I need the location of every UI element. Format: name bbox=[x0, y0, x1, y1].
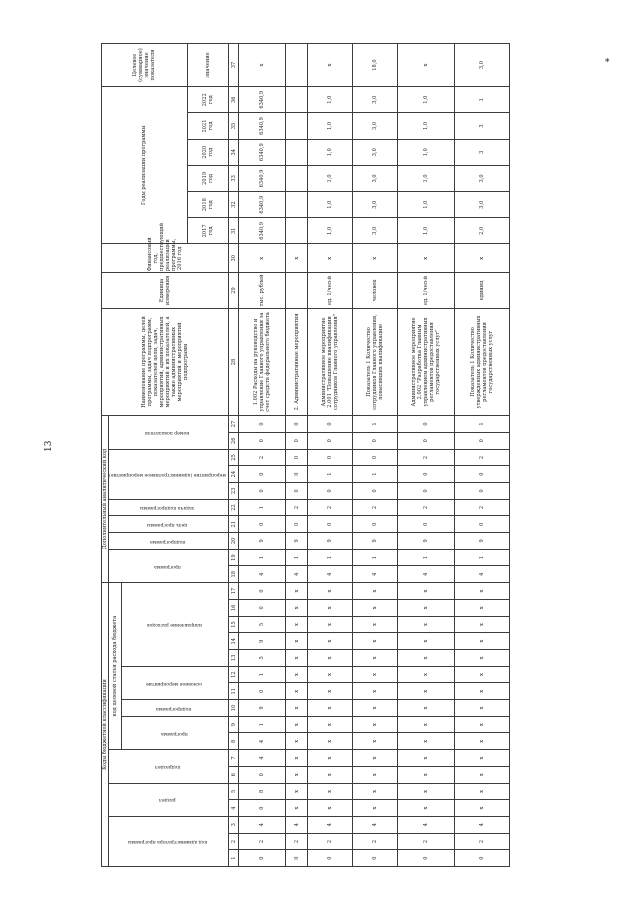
header-unit: Единица измерения bbox=[102, 273, 229, 309]
column-number: 27 bbox=[229, 416, 239, 433]
code-cell: 9 bbox=[353, 533, 398, 550]
code-cell: x bbox=[308, 600, 353, 617]
column-number: 19 bbox=[229, 549, 239, 566]
target-value-cell: x bbox=[308, 44, 353, 87]
code-cell: 1 bbox=[239, 549, 286, 566]
year-value-cell: 6340,9 bbox=[239, 165, 286, 191]
code-cell: 4 bbox=[239, 816, 286, 833]
code-cell: 4 bbox=[397, 566, 454, 583]
year-value-cell: 3,0 bbox=[454, 165, 509, 191]
code-cell: 2 bbox=[285, 833, 307, 850]
column-number: 4 bbox=[229, 800, 239, 817]
code-cell: x bbox=[397, 700, 454, 717]
code-cell: x bbox=[308, 716, 353, 733]
year-value-cell: 1,0 bbox=[397, 87, 454, 113]
code-cell: 0 bbox=[285, 416, 307, 433]
column-number: 8 bbox=[229, 733, 239, 750]
code-cell: 0 bbox=[285, 466, 307, 483]
year-value-cell: 3 bbox=[454, 113, 509, 139]
column-number: 14 bbox=[229, 633, 239, 650]
code-cell: x bbox=[454, 700, 509, 717]
code-cell: 0 bbox=[285, 516, 307, 533]
year-value-cell: 1,0 bbox=[308, 192, 353, 218]
code-cell: 0 bbox=[239, 800, 286, 817]
code-cell: 1 bbox=[353, 416, 398, 433]
code-cell: x bbox=[308, 750, 353, 767]
code-cell: x bbox=[454, 583, 509, 600]
code-cell: x bbox=[454, 600, 509, 617]
table-wrapper bbox=[101, 43, 494, 867]
header-dop-indicator: номер показателя bbox=[109, 416, 229, 449]
table-row bbox=[308, 44, 353, 867]
column-number: 11 bbox=[229, 683, 239, 700]
table-row bbox=[397, 44, 454, 867]
code-cell: 4 bbox=[308, 816, 353, 833]
column-number: 22 bbox=[229, 499, 239, 516]
year-value-cell: 3,0 bbox=[454, 192, 509, 218]
year-value-cell: 1,0 bbox=[308, 87, 353, 113]
header-section: раздел bbox=[109, 783, 229, 816]
code-cell: 0 bbox=[353, 850, 398, 867]
header-direction: направление расходов bbox=[121, 583, 228, 667]
code-cell: x bbox=[454, 633, 509, 650]
row-name: Административное мероприятие 2.002 "Разработка Главным управлением административных регламентов предоставления государственных услуг" bbox=[397, 308, 454, 415]
page-number: 13 bbox=[44, 440, 54, 452]
code-cell: 0 bbox=[239, 600, 286, 617]
column-number: 21 bbox=[229, 516, 239, 533]
table-row bbox=[285, 44, 307, 867]
column-number: 12 bbox=[229, 666, 239, 683]
code-cell: x bbox=[353, 633, 398, 650]
code-cell: x bbox=[353, 583, 398, 600]
code-cell: 2 bbox=[239, 449, 286, 466]
code-cell: x bbox=[353, 650, 398, 667]
fin-year-cell: x bbox=[285, 244, 307, 273]
target-value-cell: x bbox=[239, 44, 286, 87]
year-value-cell bbox=[285, 165, 307, 191]
code-cell: x bbox=[454, 766, 509, 783]
code-cell: 0 bbox=[353, 432, 398, 449]
code-cell: 0 bbox=[285, 482, 307, 499]
column-number: 18 bbox=[229, 566, 239, 583]
unit-cell: единиц bbox=[454, 273, 509, 309]
table-row bbox=[454, 44, 509, 867]
target-value-cell: x bbox=[397, 44, 454, 87]
code-cell: 2 bbox=[397, 499, 454, 516]
code-cell: x bbox=[397, 650, 454, 667]
code-cell: x bbox=[308, 616, 353, 633]
year-value-cell bbox=[285, 192, 307, 218]
code-cell: 0 bbox=[353, 516, 398, 533]
header-fin-year: Финансовый год, предшествующий реализации программы, 2016 год bbox=[102, 244, 229, 273]
code-cell: 4 bbox=[239, 733, 286, 750]
column-number: 35 bbox=[229, 113, 239, 139]
code-cell: 4 bbox=[239, 750, 286, 767]
code-cell: 1 bbox=[454, 416, 509, 433]
code-cell: x bbox=[397, 600, 454, 617]
code-cell: x bbox=[454, 733, 509, 750]
code-cell: 0 bbox=[239, 416, 286, 433]
code-cell: x bbox=[454, 616, 509, 633]
code-cell: x bbox=[308, 700, 353, 717]
code-cell: x bbox=[353, 750, 398, 767]
code-cell: 0 bbox=[308, 516, 353, 533]
code-cell: 0 bbox=[239, 466, 286, 483]
code-cell: x bbox=[353, 616, 398, 633]
column-number: 2 bbox=[229, 833, 239, 850]
header-year-2: 2018 год bbox=[187, 192, 229, 218]
unit-cell: тыс. рублей bbox=[239, 273, 286, 309]
code-cell: x bbox=[285, 616, 307, 633]
code-cell: 1 bbox=[353, 466, 398, 483]
year-value-cell: 1,0 bbox=[308, 139, 353, 165]
column-number: 23 bbox=[229, 482, 239, 499]
target-value-cell: 18,0 bbox=[353, 44, 398, 87]
year-value-cell: 3,0 bbox=[353, 87, 398, 113]
code-cell: 0 bbox=[454, 482, 509, 499]
code-cell: x bbox=[308, 733, 353, 750]
code-cell: 0 bbox=[353, 449, 398, 466]
header-subprogram: подпрограмма bbox=[121, 700, 228, 717]
code-cell: 4 bbox=[285, 816, 307, 833]
column-number: 24 bbox=[229, 466, 239, 483]
stray-mark: * bbox=[605, 58, 610, 68]
code-cell: x bbox=[397, 633, 454, 650]
header-analytic-code: Дополнительный аналитический код bbox=[102, 416, 109, 583]
code-cell: 0 bbox=[454, 432, 509, 449]
fin-year-cell: x bbox=[353, 244, 398, 273]
header-admin-code: код администратора программы bbox=[109, 816, 229, 866]
code-cell: x bbox=[308, 766, 353, 783]
unit-cell bbox=[285, 273, 307, 309]
code-cell: 0 bbox=[397, 850, 454, 867]
code-cell: x bbox=[285, 750, 307, 767]
column-number: 16 bbox=[229, 600, 239, 617]
code-cell: x bbox=[353, 783, 398, 800]
code-cell: 0 bbox=[397, 416, 454, 433]
year-value-cell: 1,0 bbox=[308, 218, 353, 244]
unit-cell: человек bbox=[353, 273, 398, 309]
code-cell: x bbox=[397, 716, 454, 733]
code-cell: 9 bbox=[285, 533, 307, 550]
code-cell: x bbox=[397, 616, 454, 633]
code-cell: x bbox=[454, 666, 509, 683]
fin-year-cell: x bbox=[454, 244, 509, 273]
code-cell: x bbox=[285, 600, 307, 617]
code-cell: 2 bbox=[308, 499, 353, 516]
row-name: 2. Административные мероприятия bbox=[285, 308, 307, 415]
code-cell: 0 bbox=[239, 482, 286, 499]
code-cell: 2 bbox=[397, 449, 454, 466]
year-value-cell: 3,0 bbox=[353, 165, 398, 191]
header-name: Наименование программы, целей программы, задач подпрограмм, показателей цели, задач, мероприятий, административных мероприятий и их показателей, а также административных мероприятий и мероприятий подпрограмм bbox=[102, 308, 229, 415]
row-name: 1.002 Расходы на руководство и управление Главного управления за счет средств федерального бюджета bbox=[239, 308, 286, 415]
code-cell: 1 bbox=[308, 549, 353, 566]
column-number: 10 bbox=[229, 700, 239, 717]
column-number: 3 bbox=[229, 816, 239, 833]
code-cell: 9 bbox=[239, 633, 286, 650]
code-cell: 0 bbox=[285, 850, 307, 867]
column-number: 1 bbox=[229, 850, 239, 867]
code-cell: 0 bbox=[308, 482, 353, 499]
header-year-6: 2022 год bbox=[187, 87, 229, 113]
code-cell: 2 bbox=[353, 499, 398, 516]
column-number: 9 bbox=[229, 716, 239, 733]
code-cell: 9 bbox=[454, 533, 509, 550]
code-cell: 4 bbox=[239, 566, 286, 583]
code-cell: x bbox=[353, 716, 398, 733]
year-value-cell: 3,0 bbox=[353, 192, 398, 218]
code-cell: 4 bbox=[353, 816, 398, 833]
column-number: 30 bbox=[229, 244, 239, 273]
code-cell: 8 bbox=[239, 783, 286, 800]
year-value-cell: 1,0 bbox=[397, 218, 454, 244]
year-value-cell bbox=[285, 87, 307, 113]
year-value-cell: 1,0 bbox=[397, 165, 454, 191]
column-number: 37 bbox=[229, 44, 239, 87]
code-cell: 2 bbox=[239, 833, 286, 850]
target-value-cell: 3,0 bbox=[454, 44, 509, 87]
header-subsection: подраздел bbox=[109, 750, 229, 783]
code-cell: 9 bbox=[239, 700, 286, 717]
header-program-years: Годы реализации программы bbox=[102, 87, 188, 244]
code-cell: 1 bbox=[239, 666, 286, 683]
code-cell: 0 bbox=[454, 516, 509, 533]
fin-year-cell: x bbox=[308, 244, 353, 273]
column-number: 7 bbox=[229, 750, 239, 767]
code-cell: 4 bbox=[454, 566, 509, 583]
code-cell: x bbox=[308, 583, 353, 600]
code-cell: x bbox=[308, 783, 353, 800]
code-cell: 0 bbox=[239, 516, 286, 533]
code-cell: 0 bbox=[308, 449, 353, 466]
code-cell: x bbox=[397, 733, 454, 750]
code-cell: 0 bbox=[239, 766, 286, 783]
code-cell: x bbox=[397, 800, 454, 817]
code-cell: 1 bbox=[285, 549, 307, 566]
year-value-cell: 1 bbox=[454, 87, 509, 113]
code-cell: 0 bbox=[353, 482, 398, 499]
column-number: 28 bbox=[229, 308, 239, 415]
year-value-cell: 6340,9 bbox=[239, 139, 286, 165]
header-year-3: 2019 год bbox=[187, 165, 229, 191]
code-cell: 5 bbox=[239, 616, 286, 633]
code-cell: x bbox=[454, 650, 509, 667]
code-cell: 0 bbox=[308, 432, 353, 449]
table-row bbox=[239, 44, 286, 867]
code-cell: 2 bbox=[454, 833, 509, 850]
code-cell: 4 bbox=[308, 566, 353, 583]
code-cell: x bbox=[285, 650, 307, 667]
year-value-cell: 6340,9 bbox=[239, 192, 286, 218]
target-value-cell bbox=[285, 44, 307, 87]
year-value-cell: 3,0 bbox=[353, 113, 398, 139]
code-cell: 9 bbox=[397, 533, 454, 550]
row-name: Административное мероприятие 2.001 "Повышение квалификации сотрудников Главного управления" bbox=[308, 308, 353, 415]
code-cell: x bbox=[454, 783, 509, 800]
header-expense-code: код целевой статьи расхода бюджета bbox=[109, 583, 122, 750]
year-value-cell bbox=[285, 218, 307, 244]
code-cell: 2 bbox=[454, 499, 509, 516]
column-number: 5 bbox=[229, 783, 239, 800]
code-cell: 1 bbox=[454, 549, 509, 566]
code-cell: x bbox=[285, 766, 307, 783]
code-cell: 2 bbox=[454, 449, 509, 466]
code-cell: 0 bbox=[239, 583, 286, 600]
code-cell: x bbox=[285, 783, 307, 800]
code-cell: 1 bbox=[239, 716, 286, 733]
code-cell: 1 bbox=[239, 499, 286, 516]
code-cell: x bbox=[285, 800, 307, 817]
column-number: 31 bbox=[229, 218, 239, 244]
code-cell: 0 bbox=[239, 683, 286, 700]
year-value-cell: 3,0 bbox=[353, 218, 398, 244]
table-row bbox=[353, 44, 398, 867]
column-number: 34 bbox=[229, 139, 239, 165]
code-cell: 2 bbox=[308, 833, 353, 850]
header-value: значение bbox=[187, 44, 229, 87]
year-value-cell bbox=[285, 113, 307, 139]
code-cell: x bbox=[285, 733, 307, 750]
code-cell: x bbox=[353, 800, 398, 817]
year-value-cell: 3 bbox=[454, 139, 509, 165]
code-cell: x bbox=[285, 666, 307, 683]
header-budget-class: Коды бюджетной классификации bbox=[102, 583, 109, 867]
column-number: 20 bbox=[229, 533, 239, 550]
code-cell: 1 bbox=[308, 466, 353, 483]
year-value-cell: 1,0 bbox=[397, 113, 454, 139]
code-cell: x bbox=[397, 683, 454, 700]
code-cell: x bbox=[353, 666, 398, 683]
column-number: 29 bbox=[229, 273, 239, 309]
header-row-1 bbox=[102, 44, 109, 867]
header-dop-program: программа bbox=[109, 549, 229, 582]
code-cell: 4 bbox=[285, 566, 307, 583]
code-cell: x bbox=[353, 766, 398, 783]
code-cell: x bbox=[285, 716, 307, 733]
code-cell: x bbox=[308, 800, 353, 817]
row-name: Показатель 1 Количество сотрудников Главного управления, повысивших квалификацию bbox=[353, 308, 398, 415]
column-number: 32 bbox=[229, 192, 239, 218]
code-cell: x bbox=[353, 683, 398, 700]
code-cell: 0 bbox=[397, 516, 454, 533]
code-cell: x bbox=[397, 766, 454, 783]
code-cell: x bbox=[454, 716, 509, 733]
header-year-5: 2021 год bbox=[187, 113, 229, 139]
column-number: 17 bbox=[229, 583, 239, 600]
header-main-event: основное мероприятие bbox=[121, 666, 228, 699]
header-dop-event: мероприятие (административное мероприятие) bbox=[109, 449, 229, 499]
code-cell: x bbox=[308, 683, 353, 700]
header-dop-task: задача подпрограммы bbox=[109, 499, 229, 516]
code-cell: 0 bbox=[397, 432, 454, 449]
column-number: 13 bbox=[229, 650, 239, 667]
year-value-cell: 1,0 bbox=[397, 192, 454, 218]
code-cell: 2 bbox=[285, 499, 307, 516]
header-dop-goal: цель программы bbox=[109, 516, 229, 533]
code-cell: x bbox=[353, 733, 398, 750]
code-cell: 1 bbox=[353, 549, 398, 566]
column-number: 33 bbox=[229, 165, 239, 191]
code-cell: x bbox=[308, 666, 353, 683]
code-cell: x bbox=[285, 583, 307, 600]
code-cell: 0 bbox=[285, 449, 307, 466]
program-table bbox=[101, 43, 510, 867]
code-cell: 5 bbox=[239, 650, 286, 667]
code-cell: 9 bbox=[239, 533, 286, 550]
year-value-cell: 2,0 bbox=[454, 218, 509, 244]
code-cell: 1 bbox=[397, 549, 454, 566]
year-value-cell bbox=[285, 139, 307, 165]
code-cell: 0 bbox=[308, 850, 353, 867]
code-cell: x bbox=[285, 700, 307, 717]
code-cell: x bbox=[454, 800, 509, 817]
column-number: 26 bbox=[229, 432, 239, 449]
code-cell: x bbox=[397, 666, 454, 683]
column-number: 36 bbox=[229, 87, 239, 113]
code-cell: 0 bbox=[239, 432, 286, 449]
year-value-cell: 6340,9 bbox=[239, 218, 286, 244]
code-cell: x bbox=[308, 633, 353, 650]
year-value-cell: 6340,9 bbox=[239, 87, 286, 113]
code-cell: 4 bbox=[397, 816, 454, 833]
code-cell: 0 bbox=[454, 466, 509, 483]
code-cell: 0 bbox=[285, 432, 307, 449]
column-number: 15 bbox=[229, 616, 239, 633]
column-number: 25 bbox=[229, 449, 239, 466]
header-target-value: Целевое (суммарное) значение показателя bbox=[102, 44, 188, 87]
unit-cell: ед. 1/чел-й bbox=[397, 273, 454, 309]
year-value-cell: 6340,9 bbox=[239, 113, 286, 139]
code-cell: 2 bbox=[397, 833, 454, 850]
code-cell: 4 bbox=[353, 566, 398, 583]
code-cell: x bbox=[353, 700, 398, 717]
year-value-cell: 3,0 bbox=[353, 139, 398, 165]
code-cell: x bbox=[397, 750, 454, 767]
code-cell: x bbox=[285, 683, 307, 700]
code-cell: x bbox=[454, 683, 509, 700]
fin-year-cell: x bbox=[239, 244, 286, 273]
code-cell: 0 bbox=[397, 466, 454, 483]
column-number: 6 bbox=[229, 766, 239, 783]
code-cell: 0 bbox=[397, 482, 454, 499]
header-dop-subprogram: подпрограмма bbox=[109, 533, 229, 550]
header-year-4: 2020 год bbox=[187, 139, 229, 165]
code-cell: x bbox=[454, 750, 509, 767]
code-cell: 9 bbox=[308, 533, 353, 550]
year-value-cell: 1,0 bbox=[397, 139, 454, 165]
code-cell: 2 bbox=[353, 833, 398, 850]
header-program: программа bbox=[121, 716, 228, 749]
year-value-cell: 1,0 bbox=[308, 113, 353, 139]
code-cell: 0 bbox=[454, 850, 509, 867]
code-cell: 0 bbox=[308, 416, 353, 433]
code-cell: x bbox=[308, 650, 353, 667]
unit-cell: ед. 1/чел-й bbox=[308, 273, 353, 309]
code-cell: 4 bbox=[454, 816, 509, 833]
code-cell: x bbox=[397, 783, 454, 800]
code-cell: x bbox=[285, 633, 307, 650]
code-cell: x bbox=[397, 583, 454, 600]
row-name: Показатель 1 Количество утвержденных административных регламентов предоставления государственных услуг bbox=[454, 308, 509, 415]
header-year-1: 2017 год bbox=[187, 218, 229, 244]
code-cell: x bbox=[353, 600, 398, 617]
year-value-cell: 1,0 bbox=[308, 165, 353, 191]
column-number-row bbox=[229, 44, 239, 867]
fin-year-cell: x bbox=[397, 244, 454, 273]
code-cell: 0 bbox=[239, 850, 286, 867]
